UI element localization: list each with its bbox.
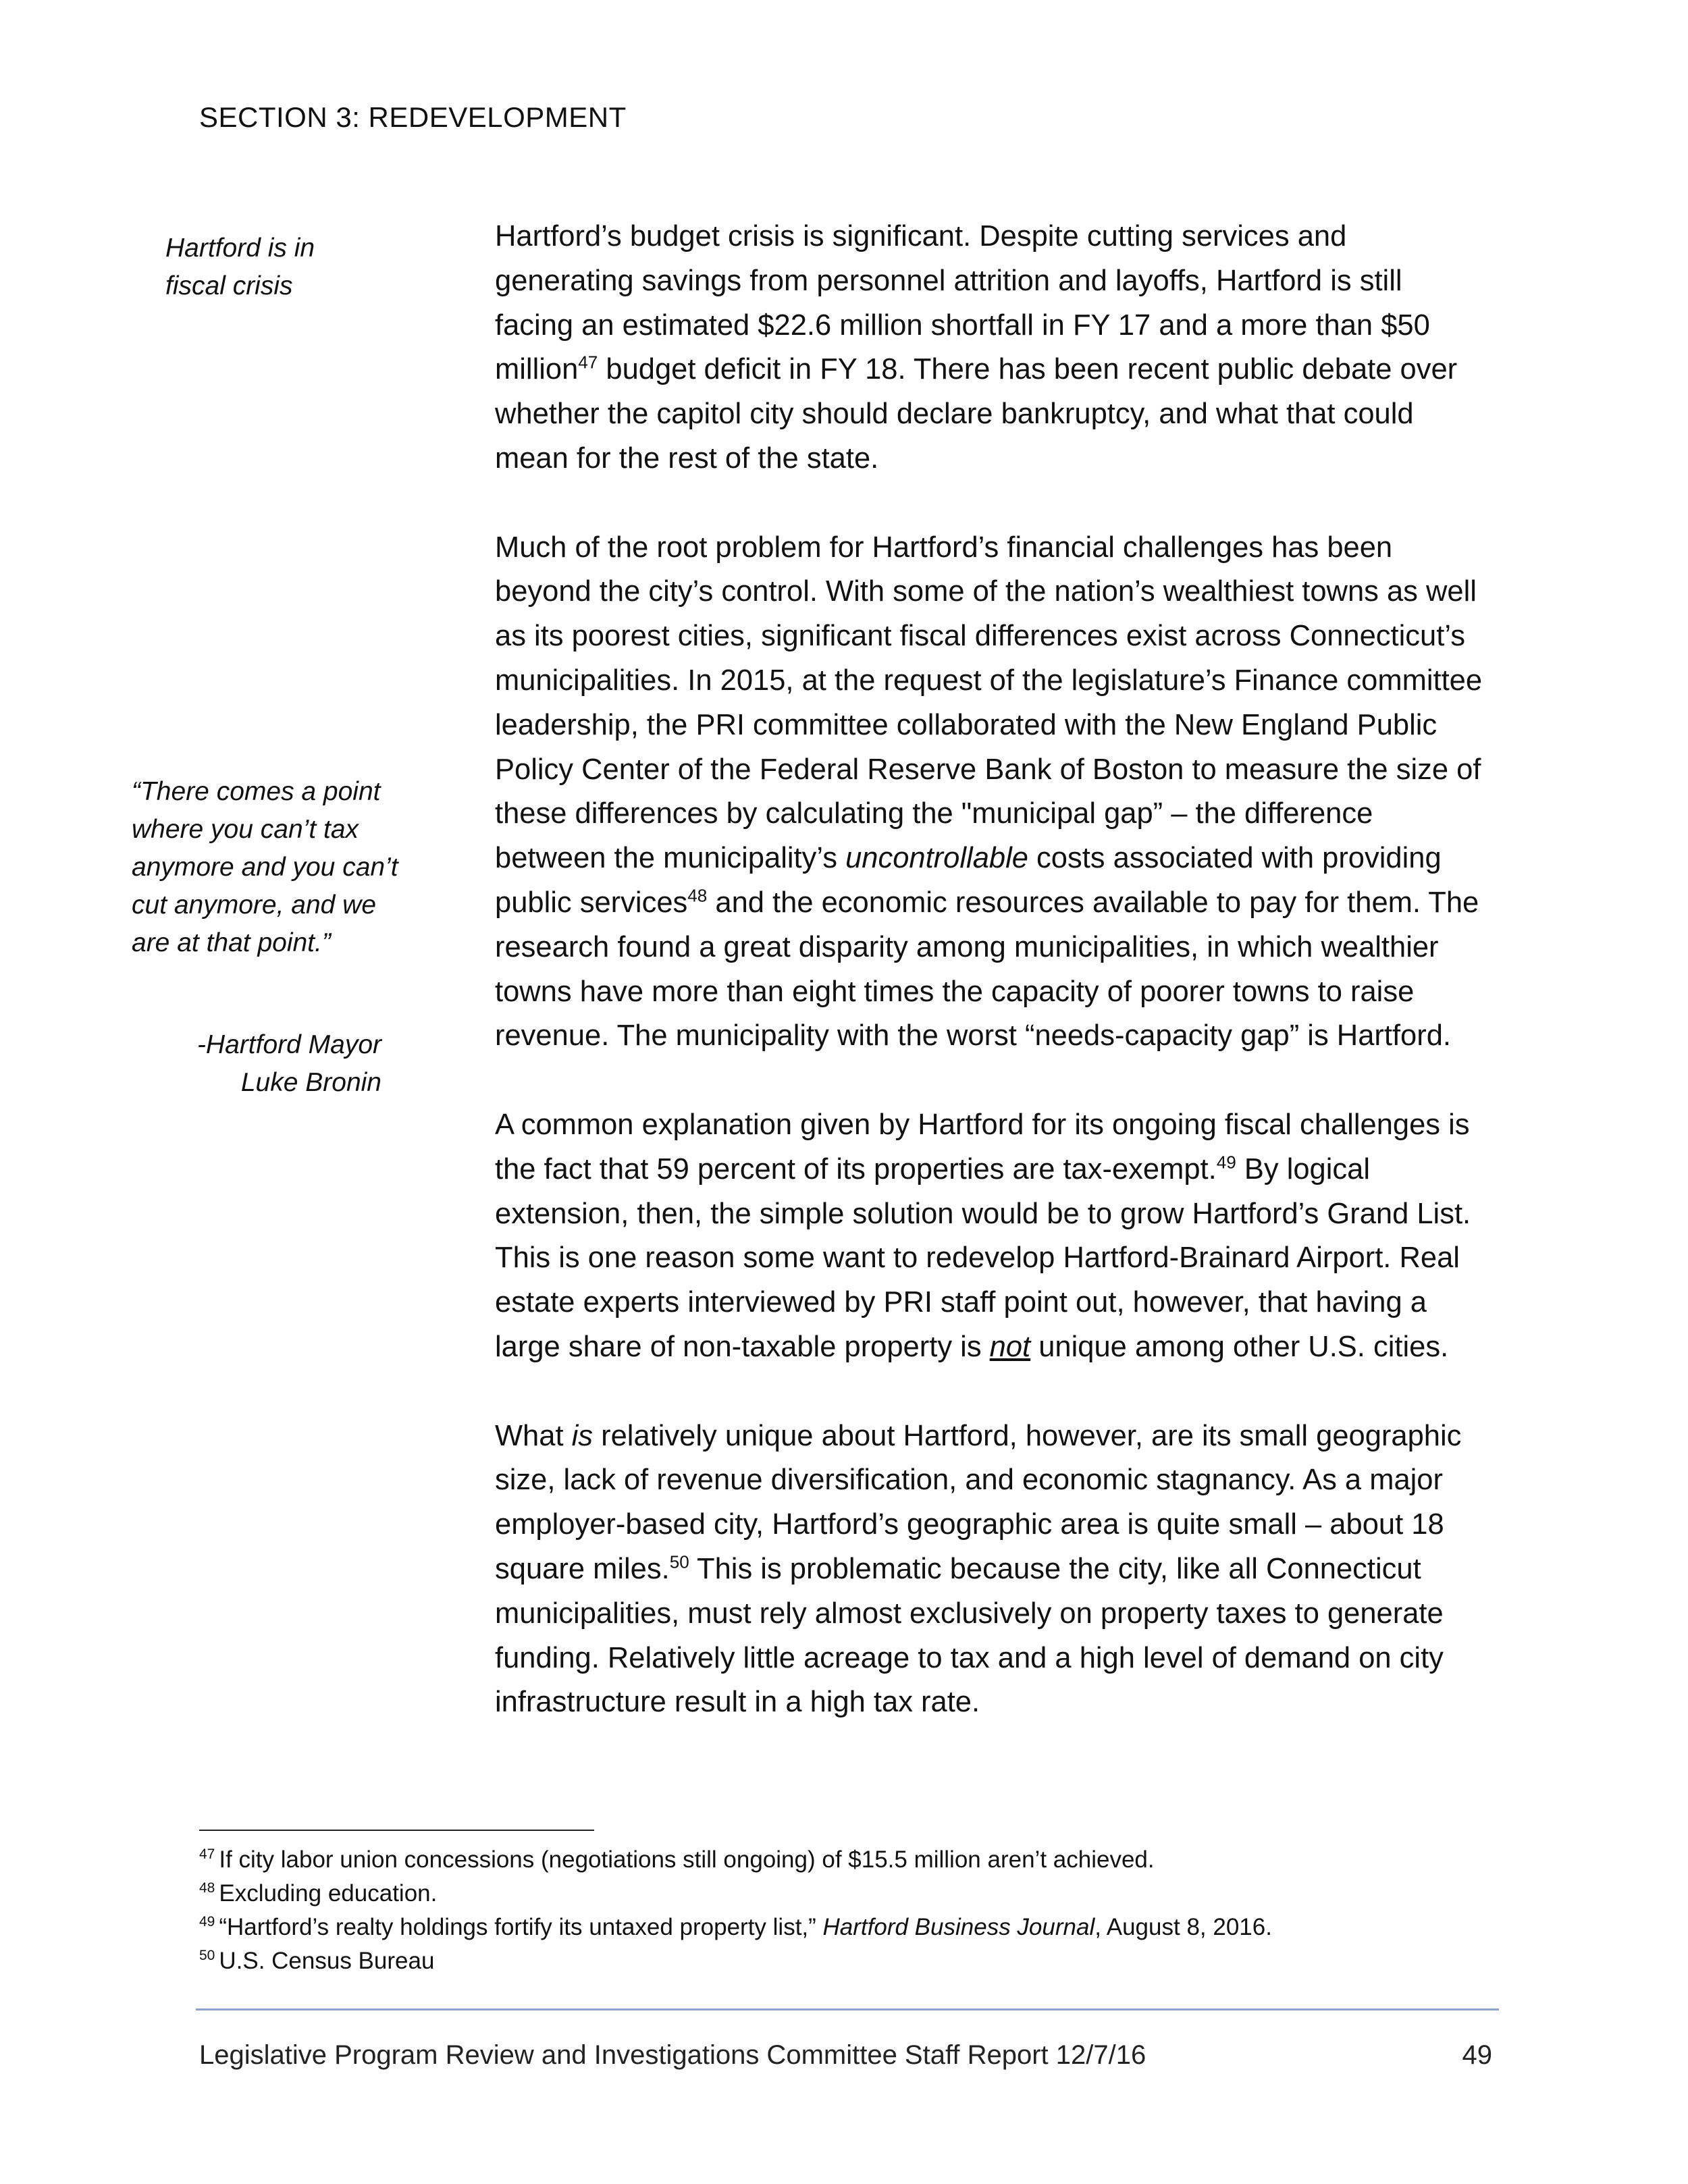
text-run: budget deficit in FY 18. There has been recent public debate over whether the capitol city should declare bankruptcy, and what that could mean for the rest of the state. [495, 353, 1458, 475]
text-run: relatively unique about Hartford, however, are its small geographic size, lack of revenue diversification, and economic stagnancy. As a major employer-based city, Hartford’s geographic area is quite small – about 18 square miles. [495, 1419, 1462, 1585]
text-run: By logical extension, then, the simple solution would be to grow Hartford’s Grand List. This is one reason some want to redevelop Hartford-Brainard Airport. Real estate experts interviewed by PRI staff point out, however, that having a large share of non-taxable property is [495, 1152, 1471, 1363]
footnote-ref[interactable]: 47 [578, 352, 598, 373]
text-run: and the economic resources available to pay for them. The research found a great disparity among municipalities, in which wealthier towns have more than eight times the capacity of poorer towns to raise revenue. The municipality with the worst “needs-capacity gap” is Hartford. [495, 886, 1479, 1053]
footnote-number: 48 [199, 1880, 215, 1896]
footnote-text: , August 8, 2016. [1094, 1914, 1272, 1940]
emphasis: is [571, 1419, 594, 1452]
publication-title: Hartford Business Journal [822, 1914, 1095, 1940]
footnote-ref[interactable]: 48 [687, 885, 708, 906]
text-run: costs associated with providing public services [495, 842, 1442, 919]
footnote-text: U.S. Census Bureau [219, 1948, 435, 1974]
margin-note-fiscal-crisis [165, 230, 368, 305]
footnote-text: “Hartford’s realty holdings fortify its untaxed property list,” [219, 1914, 823, 1940]
emphasis: not [989, 1330, 1031, 1363]
text-run: What [495, 1419, 572, 1452]
paragraph-tax-exempt [495, 1103, 1487, 1370]
footnotes [199, 1843, 1482, 1978]
footnote-ref[interactable]: 49 [1216, 1152, 1236, 1173]
footnote-ref[interactable]: 50 [669, 1551, 689, 1572]
paragraph-root-problem [495, 526, 1487, 1059]
footnote-number: 50 [199, 1948, 215, 1964]
text-run: Hartford’s budget crisis is significant. Despite cutting services and generating savings from personnel attrition and layoffs, Hartford is still facing an estimated $22.6 million shortfall in FY 17 and a more than $50 million [495, 220, 1430, 386]
footnote-49 [199, 1911, 1482, 1944]
footer-title: Legislative Program Review and Investigations Committee Staff Report 12/7/16 [199, 2040, 1146, 2070]
text-run: A common explanation given by Hartford for its ongoing fiscal challenges is the fact that 59 percent of its properties are tax-exempt. [495, 1108, 1470, 1186]
section-header: SECTION 3: REDEVELOPMENT [199, 101, 627, 133]
quote-attribution [132, 1026, 381, 1102]
text-run: Much of the root problem for Hartford’s financial challenges has been beyond the city’s control. With some of the nation’s wealthiest towns as well as its poorest cities, significant fiscal differences exist across Connecticut’s municipalities. In 2015, at the request of the legislature’s Finance committee leadership, the PRI committee collaborated with the New England Public Policy Center of the Federal Reserve Bank of Boston to measure the size of these differences by calculating the "municipal gap” – the difference between the municipality’s [495, 531, 1483, 875]
page-number: 49 [1462, 2040, 1492, 2070]
footnote-48 [199, 1877, 1482, 1911]
footnote-text: Excluding education. [219, 1880, 438, 1907]
margin-note-line: Hartford is in [165, 234, 315, 263]
pull-quote: “There comes a point where you can’t tax anymore and you can’t cut anymore, and we are at that point.” [132, 777, 398, 957]
body-text [495, 215, 1487, 1769]
footnote-divider [199, 1830, 594, 1831]
attribution-name: Luke Bronin [240, 1068, 381, 1097]
footnote-47 [199, 1843, 1482, 1877]
footnote-number: 49 [199, 1914, 215, 1930]
footnote-text: If city labor union concessions (negotiations still ongoing) of $15.5 million aren’t achieved. [219, 1846, 1155, 1873]
margin-note-line: fiscal crisis [165, 271, 293, 300]
paragraph-budget-crisis [495, 215, 1487, 481]
text-run: This is problematic because the city, like all Connecticut municipalities, must rely almost exclusively on property taxes to generate funding. Relatively little acreage to tax and a high level of demand on city infrastructure result in a high tax rate. [495, 1552, 1444, 1719]
footer-divider [196, 2008, 1499, 2010]
text-run: unique among other U.S. cities. [1030, 1330, 1449, 1363]
emphasis: uncontrollable [845, 842, 1028, 875]
footnote-50 [199, 1944, 1482, 1978]
attribution-title: -Hartford Mayor [196, 1030, 381, 1059]
paragraph-geographic-size [495, 1414, 1487, 1726]
footnote-number: 47 [199, 1846, 215, 1863]
